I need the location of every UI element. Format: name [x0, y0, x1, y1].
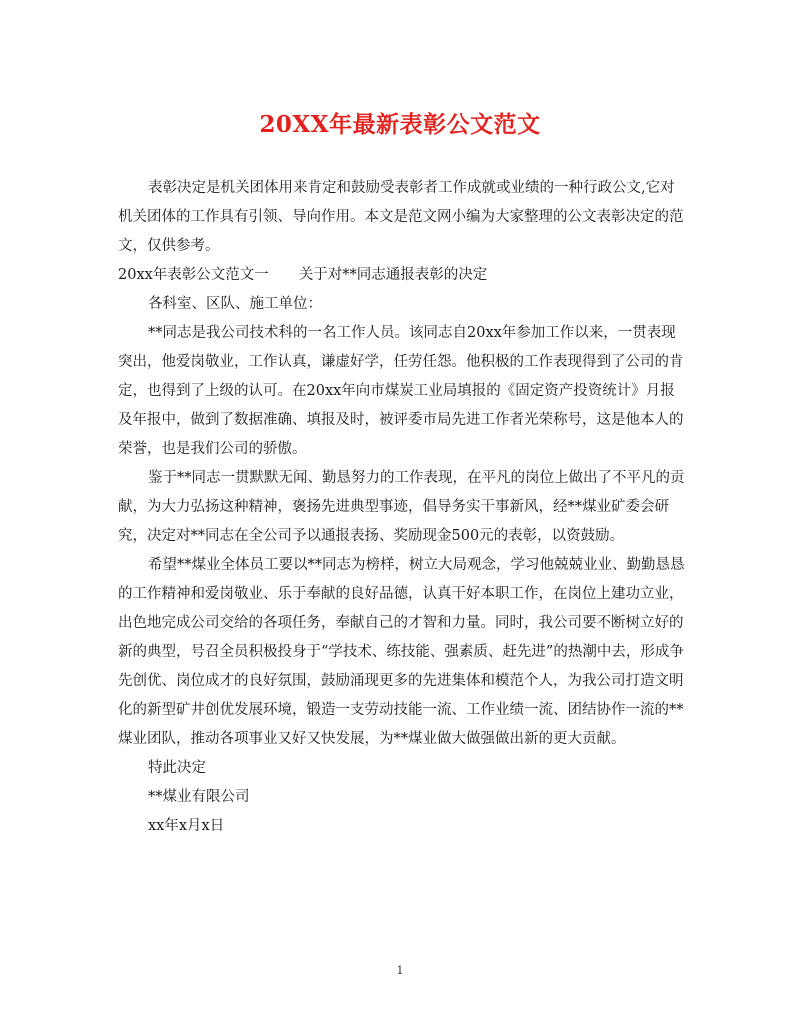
closing-line: 特此决定 — [148, 760, 206, 776]
decision-title: 关于对**同志通报表彰的决定 — [298, 267, 488, 283]
page-number: 1 — [396, 964, 404, 977]
intro-paragraph: 表彰决定是机关团体用来肯定和鼓励受表彰者工作成就或业绩的一种行政公文,它对机关团体的工作具有引领、导向作用。本文是范文网小编为大家整理的公文表彰决定的范文，仅供参考。 — [118, 180, 684, 254]
date-line: xx年x月x日 — [148, 818, 225, 834]
page-title: 20XX年最新表彰公文范文 — [259, 111, 541, 138]
body-paragraph-3: 希望**煤业全体员工要以**同志为榜样，树立大局观念，学习他兢兢业业、勤勤恳恳的工作精神和爱岗敬业、乐于奉献的良好品德，认真干好本职工作，在岗位上建功立业，出色地完成公司交给的各项任务，奉献自己的才智和力量。同时，我公司要不断树立好的新的典型，号召全员积极投身于“学技术、练技能、强素质、赶先进”的热潮中去，形成争先创优、岗位成才的良好氛围，鼓励涌现更多的先进集体和模范个人，为我公司打造文明化的新型矿井创优发展环境，锻造一支劳动技能一流、工作业绩一流、团结协作一流的**煤业团队，推动各项事业又好又快发展，为**煤业做大做强做出新的更大贡献。 — [118, 557, 685, 747]
section-heading — [118, 261, 686, 290]
document-body — [118, 174, 686, 841]
body-paragraph-1: **同志是我公司技术科的一名工作人员。该同志自20xx年参加工作以来，一贯表现突出，他爱岗敬业，工作认真，谦虚好学，任劳任怨。他积极的工作表现得到了公司的肯定，也得到了上级的认可。在20xx年向市煤炭工业局填报的《固定资产投资统计》月报及年报中，做到了数据准确、填报及时，被评委市局先进工作者光荣称号，这是他本人的荣誉，也是我们公司的骄傲。 — [118, 325, 684, 457]
addressee-line: 各科室、区队、施工单位： — [148, 296, 322, 312]
signature-line: **煤业有限公司 — [148, 789, 250, 805]
body-paragraph-2: 鉴于**同志一贯默默无闻、勤恳努力的工作表现，在平凡的岗位上做出了不平凡的贡献，为大力弘扬这种精神，褒扬先进典型事迹，倡导务实干事新风，经**煤业矿委会研究，决定对**同志在全公司予以通报表扬、奖励现金500元的表彰，以资鼓励。 — [118, 470, 685, 544]
section-label: 20xx年表彰公文范文一 — [118, 267, 269, 283]
